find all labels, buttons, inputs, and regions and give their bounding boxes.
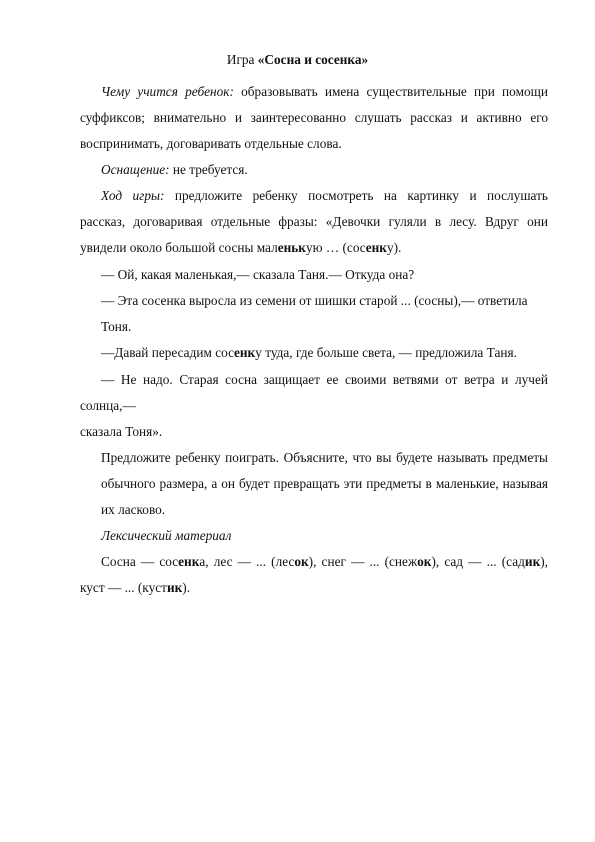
suffix-highlight: енк [233, 345, 256, 360]
goal-text-1: образовывать имена существительные при помощи [233, 84, 548, 99]
goal-line-3: воспринимать, договаривать отдельные слова. [80, 136, 342, 151]
lexical-text: ), снег — ... (снеж [308, 554, 418, 569]
lexical-text: куст — ... (куст [80, 580, 167, 595]
lexical-text: а, лес — ... (лес [199, 554, 295, 569]
goal-line-1 [101, 84, 548, 100]
equipment-line [101, 162, 248, 178]
suffix-highlight: ок [294, 554, 309, 569]
page-title [0, 52, 595, 68]
lexical-text: ), [540, 554, 548, 569]
course-label: Ход игры: [101, 188, 165, 203]
suffix-highlight: ок [417, 554, 432, 569]
dialog-line-2: — Эта сосенка выросла из семени от шишки старой ... (сосны),— ответила [101, 293, 528, 308]
suffix-highlight: еньк [277, 240, 306, 255]
instruction-line-3: их ласково. [101, 502, 166, 517]
lexical-text: ), сад — ... (сад [431, 554, 525, 569]
course-line-3 [80, 240, 401, 256]
course-text-3c: ую … (сос [305, 240, 366, 255]
equipment-text: не требуется. [169, 162, 248, 177]
lexical-line-2 [80, 580, 190, 596]
goal-line-2: суффиксов; внимательно и заинтересованно слушать рассказ и активно его [80, 110, 548, 125]
dialog-line-2b: Тоня. [101, 319, 132, 334]
suffix-highlight: енк [365, 240, 387, 255]
suffix-highlight: ик [524, 554, 541, 569]
suffix-highlight: енк [178, 554, 200, 569]
instruction-line-1: Предложите ребенку поиграть. Объясните, что вы будете называть предметы [101, 450, 548, 465]
course-text-3a: увидели около большой сосны мал [80, 240, 278, 255]
course-line-2: рассказ, договаривая отдельные фразы: «Девочки гуляли в лесу. Вдруг они [80, 214, 548, 229]
lexical-text: Сосна — сос [101, 554, 179, 569]
instruction-line-2: обычного размера, а он будет превращать эти предметы в маленькие, называя [101, 476, 548, 491]
dialog-text-3c: у туда, где больше света, — предложила Таня. [255, 345, 517, 360]
lexical-text: ). [182, 580, 191, 595]
course-text-1: предложите ребенку посмотреть на картинку и послушать [164, 188, 548, 203]
suffix-highlight: ик [166, 580, 183, 595]
equipment-label: Оснащение: [101, 162, 170, 177]
dialog-line-1: — Ой, какая маленькая,— сказала Таня.— Откуда она? [101, 267, 415, 282]
dialog-line-4c: сказала Тоня». [80, 424, 163, 439]
dialog-line-3 [101, 345, 517, 361]
goal-label: Чему учится ребенок: [101, 84, 234, 99]
dialog-line-4b: солнца,— [80, 398, 136, 413]
lexical-line-1 [101, 554, 548, 570]
dialog-text-3a: —Давай пересадим сос [101, 345, 234, 360]
lexical-heading: Лексический материал [101, 528, 232, 543]
course-line-1 [101, 188, 548, 204]
dialog-line-4: — Не надо. Старая сосна защищает ее своими ветвями от ветра и лучей [101, 372, 548, 387]
course-text-3e: у). [386, 240, 402, 255]
title-game-name: «Сосна и сосенка» [257, 52, 369, 67]
title-prefix: Игра [226, 52, 258, 67]
